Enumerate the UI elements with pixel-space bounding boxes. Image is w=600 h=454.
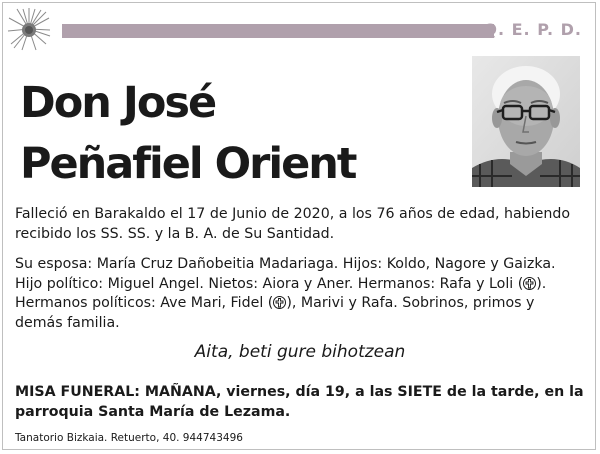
header-rule xyxy=(62,24,494,38)
deceased-name-last: Peñafiel Orient xyxy=(20,139,356,189)
family-text xyxy=(15,255,585,333)
death-notice-text: Falleció en Barakaldo el 17 de Junio de 2020, a los 76 años de edad, habiendo recibido los SS. SS. y la B. A. de Su Santidad. xyxy=(15,206,571,242)
family-text-part-2: ). Hermanos políticos: Ave Mari, Fidel ( xyxy=(15,275,547,311)
family-text-part-3: ), Marivi y Rafa. Sobrinos, primos y demás familia. xyxy=(15,295,535,331)
motto-text: Aita, beti gure bihotzean xyxy=(194,342,406,362)
cross-icon xyxy=(273,296,286,309)
qepd-label: Q. E. P. D. xyxy=(483,20,582,39)
cross-icon xyxy=(523,277,536,290)
thistle-flower-icon xyxy=(6,6,52,52)
deceased-name-first: Don José xyxy=(20,78,216,128)
funeral-home-footer: Tanatorio Bizkaia. Retuerto, 40. 944743496 xyxy=(15,432,243,444)
family-text-part-1: Su esposa: María Cruz Dañobeitia Madariaga. Hijos: Koldo, Nagore y Gaizka. Hijo político: Miguel Angel. Nietos: Aiora y Aner. Hermanos: Rafa y Loli ( xyxy=(15,256,556,292)
funeral-mass-text: MISA FUNERAL: MAÑANA, viernes, día 19, a las SIETE de la tarde, en la parroquia Santa María de Lezama. xyxy=(15,384,584,420)
portrait-photo xyxy=(472,56,580,187)
